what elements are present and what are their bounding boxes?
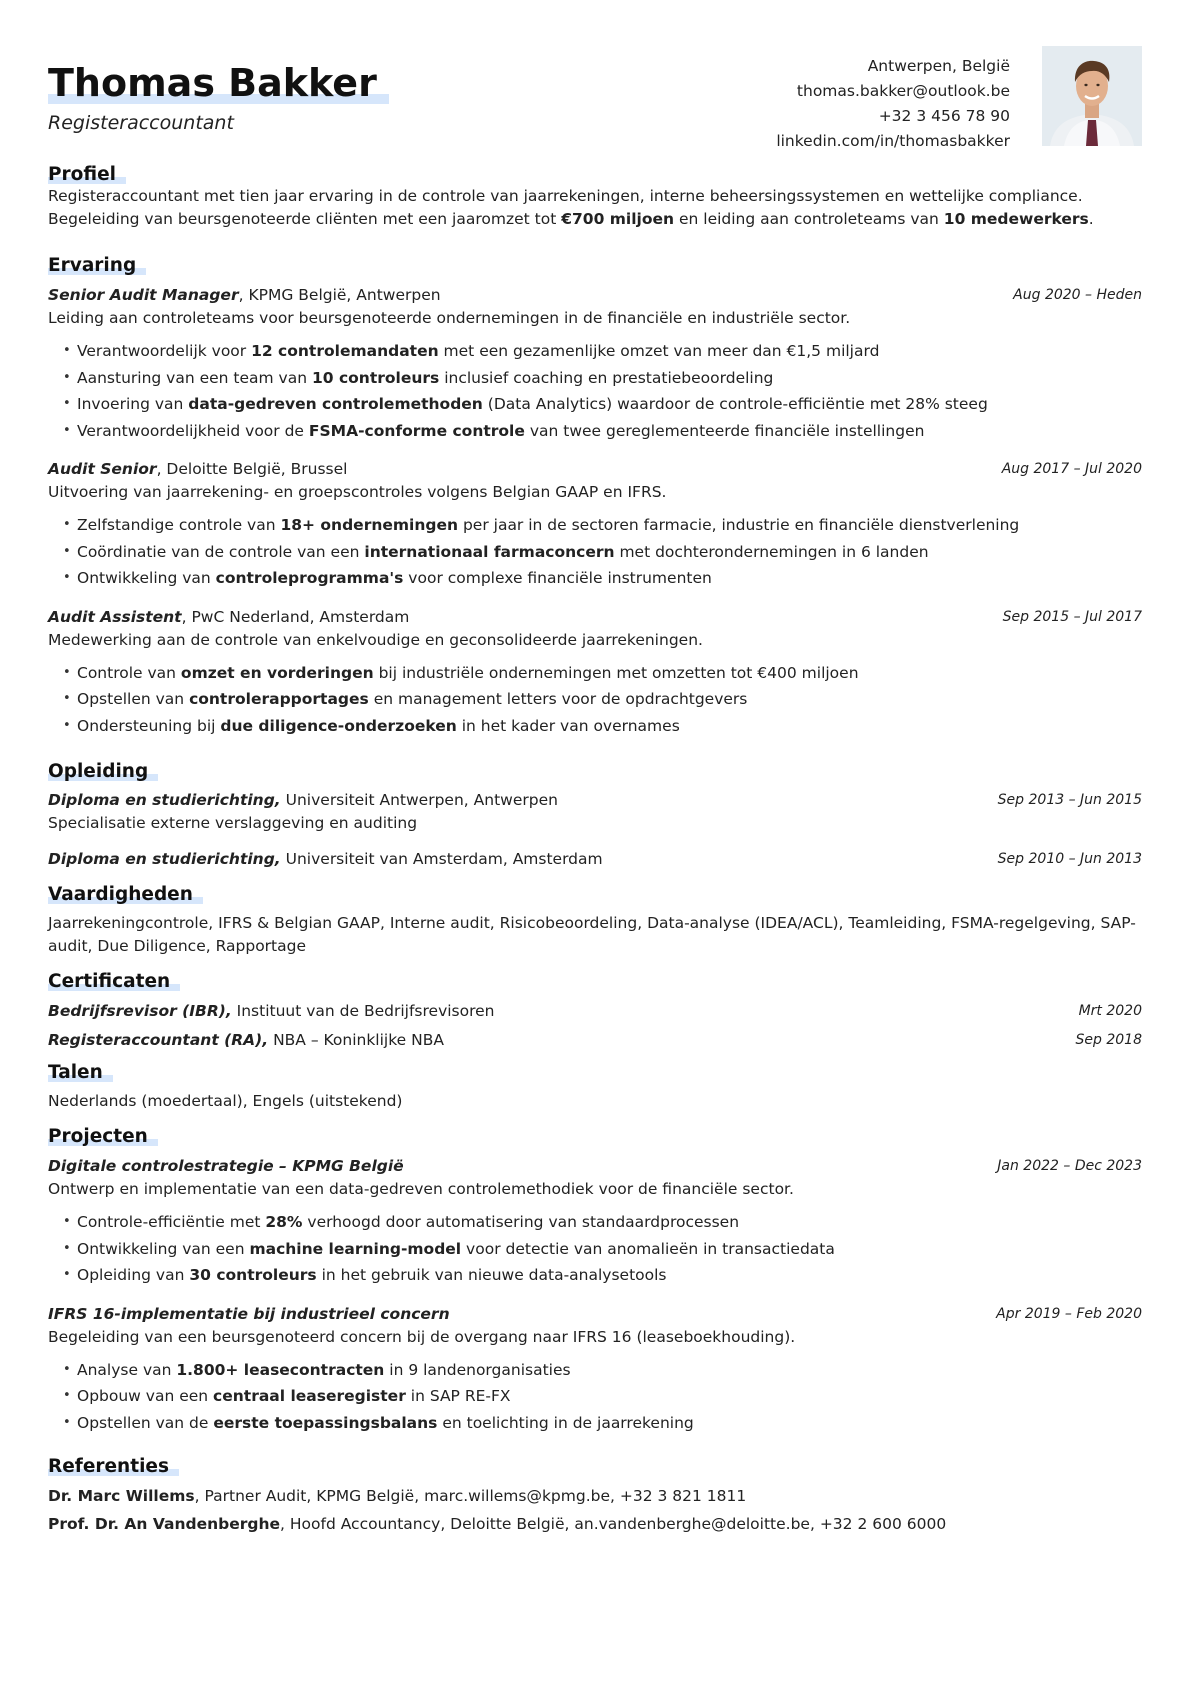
date-range: Sep 2010 – Jun 2013 xyxy=(997,851,1142,867)
bullet-item: • Ontwikkeling van controleprogramma's voor complexe financiële instrumenten xyxy=(77,565,1142,592)
bullet-item: • Opleiding van 30 controleurs in het gebruik van nieuwe data-analysetools xyxy=(77,1262,1142,1289)
bullet-item: • Ondersteuning bij due diligence-onderzoeken in het kader van overnames xyxy=(77,713,1142,740)
bold-emphasis: FSMA-conforme controle xyxy=(308,421,525,440)
certificate-entry xyxy=(48,1029,1142,1052)
school: Universiteit van Amsterdam, Amsterdam xyxy=(280,850,603,868)
contact-linkedin[interactable]: linkedin.com/in/thomasbakker xyxy=(776,132,1010,150)
bullet-item: • Coördinatie van de controle van een internationaal farmaconcern met dochterondernemingen in 6 landen xyxy=(77,539,1142,566)
certificate-entry xyxy=(48,1000,1142,1023)
bold-emphasis: 18+ ondernemingen xyxy=(280,516,459,534)
job-summary: Leiding aan controleteams voor beursgenoteerde ondernemingen in de financiële en industriële sector. xyxy=(48,309,851,327)
entry-header xyxy=(48,458,1142,481)
profile-photo xyxy=(1042,46,1142,146)
date-range: Aug 2020 – Heden xyxy=(1013,287,1142,303)
reference-name: Prof. Dr. An Vandenberghe xyxy=(48,1515,281,1533)
experience-entry xyxy=(48,284,1142,444)
entry-header xyxy=(48,1155,1142,1178)
entry-header xyxy=(48,848,1142,871)
references-list xyxy=(48,1485,1142,1536)
employer: , Deloitte België, Brussel xyxy=(156,460,348,478)
bullet-item: • Zelfstandige controle van 18+ ondernemingen per jaar in de sectoren farmacie, industrie en financiële dienstverlening xyxy=(77,512,1142,539)
education-note: Specialisatie externe verslaggeving en auditing xyxy=(48,814,418,832)
bold-emphasis: 10 medewerkers xyxy=(943,210,1089,228)
bullet-item: • Opstellen van de eerste toepassingsbalans en toelichting in de jaarrekening xyxy=(77,1410,1142,1437)
section-experience xyxy=(48,255,1142,739)
bold-emphasis: controleprogramma's xyxy=(215,569,404,587)
project-title: IFRS 16-implementatie bij industrieel concern xyxy=(48,1304,450,1323)
section-heading-experience: Ervaring xyxy=(48,255,137,276)
projects-list xyxy=(48,1155,1142,1436)
entry-header xyxy=(48,284,1142,307)
bold-emphasis: 10 controleurs xyxy=(311,368,440,387)
bullet-item: • Verantwoordelijk voor 12 controlemandaten met een gezamenlijke omzet van meer dan €1,5 miljard xyxy=(77,338,1142,365)
bullet-item: • Controle van omzet en vorderingen bij industriële ondernemingen met omzetten tot €400 miljoen xyxy=(77,660,1142,687)
job-summary: Medewerking aan de controle van enkelvoudige en geconsolideerde jaarrekeningen. xyxy=(48,630,703,649)
bold-emphasis: 1.800+ leasecontracten xyxy=(176,1360,385,1379)
project-title: Digitale controlestrategie – KPMG België xyxy=(48,1157,404,1175)
resume xyxy=(48,44,1142,1541)
date-range: Apr 2019 – Feb 2020 xyxy=(996,1305,1142,1322)
section-heading-references: Referenties xyxy=(48,1456,169,1477)
education-list xyxy=(48,789,1142,871)
experience-list xyxy=(48,284,1142,739)
reference-entry xyxy=(48,1485,1142,1508)
section-heading-languages: Talen xyxy=(48,1062,103,1083)
entry-header xyxy=(48,789,1142,812)
bullet-list xyxy=(48,1357,1142,1437)
job-summary: Uitvoering van jaarrekening- en groepscontroles volgens Belgian GAAP en IFRS. xyxy=(48,483,667,501)
bullet-item: • Aansturing van een team van 10 controleurs inclusief coaching en prestatiebeoordeling xyxy=(77,365,1142,392)
bullet-item: • Verantwoordelijkheid voor de FSMA-conforme controle van twee gereglementeerde financiële instellingen xyxy=(77,418,1142,445)
section-certificates xyxy=(48,971,1142,1052)
section-heading-profile: Profiel xyxy=(48,164,116,185)
project-summary: Begeleiding van een beursgenoteerd concern bij de overgang naar IFRS 16 (leaseboekhouding). xyxy=(48,1327,796,1346)
date-range: Sep 2015 – Jul 2017 xyxy=(1002,608,1142,625)
section-heading-projects: Projecten xyxy=(48,1126,148,1147)
certificate-name: Bedrijfsrevisor (IBR), xyxy=(48,1002,232,1020)
degree: Diploma en studierichting, xyxy=(48,850,281,868)
contact-email[interactable]: thomas.bakker@outlook.be xyxy=(796,82,1010,100)
degree: Diploma en studierichting, xyxy=(48,791,281,809)
job-title: Senior Audit Manager xyxy=(48,286,239,304)
bullet-list xyxy=(48,1209,1142,1289)
certificate-name: Registeraccountant (RA), xyxy=(48,1031,269,1049)
contact-phone: +32 3 456 78 90 xyxy=(878,107,1010,125)
bold-emphasis: omzet en vorderingen xyxy=(180,663,374,682)
certificate-issuer: Instituut van de Bedrijfsrevisoren xyxy=(231,1002,495,1020)
education-entry xyxy=(48,789,1142,835)
bold-emphasis: eerste toepassingsbalans xyxy=(213,1413,438,1432)
date-range: Aug 2017 – Jul 2020 xyxy=(1001,461,1142,477)
candidate-name: Thomas Bakker xyxy=(48,61,377,105)
resume-header xyxy=(48,44,1142,164)
bullet-item: • Ontwikkeling van een machine learning-model voor detectie van anomalieën in transactiedata xyxy=(77,1236,1142,1263)
section-skills xyxy=(48,884,1142,958)
bold-emphasis: 28% xyxy=(265,1213,303,1231)
bold-emphasis: 30 controleurs xyxy=(189,1266,317,1284)
bold-emphasis: due diligence-onderzoeken xyxy=(220,716,457,735)
education-entry xyxy=(48,848,1142,871)
bullet-list xyxy=(48,512,1142,592)
languages-text: Nederlands (moedertaal), Engels (uitstekend) xyxy=(48,1092,403,1110)
employer: , PwC Nederland, Amsterdam xyxy=(181,607,410,626)
bold-emphasis: 12 controlemandaten xyxy=(251,342,439,360)
project-summary: Ontwerp en implementatie van een data-gedreven controlemethodiek voor de financiële sector. xyxy=(48,1180,794,1198)
date-range: Jan 2022 – Dec 2023 xyxy=(997,1158,1142,1174)
section-heading-skills: Vaardigheden xyxy=(48,884,193,905)
job-title: Audit Senior xyxy=(48,460,157,478)
section-references xyxy=(48,1456,1142,1536)
reference-details: , Hoofd Accountancy, Deloitte België, an.vandenberghe@deloitte.be, +32 2 600 6000 xyxy=(280,1515,947,1533)
bullet-item: • Opbouw van een centraal leaseregister in SAP RE-FX xyxy=(77,1383,1142,1410)
date-range: Sep 2013 – Jun 2015 xyxy=(997,792,1142,808)
candidate-title: Registeraccountant xyxy=(48,112,234,134)
section-heading-certificates: Certificaten xyxy=(48,971,171,992)
reference-details: , Partner Audit, KPMG België, marc.willems@kpmg.be, +32 3 821 1811 xyxy=(194,1487,747,1505)
entry-header xyxy=(48,606,1142,629)
section-projects xyxy=(48,1126,1142,1436)
bold-emphasis: centraal leaseregister xyxy=(213,1387,406,1405)
job-title: Audit Assistent xyxy=(48,607,182,626)
bold-emphasis: €700 miljoen xyxy=(561,210,675,228)
reference-name: Dr. Marc Willems xyxy=(48,1487,195,1505)
bold-emphasis: controlerapportages xyxy=(189,690,369,708)
bullet-list xyxy=(48,338,1142,444)
certificate-issuer: NBA – Koninklijke NBA xyxy=(268,1031,444,1049)
bold-emphasis: machine learning-model xyxy=(249,1239,462,1258)
project-entry xyxy=(48,1303,1142,1437)
bold-emphasis: data-gedreven controlemethoden xyxy=(188,395,483,413)
reference-entry xyxy=(48,1513,1142,1536)
experience-entry xyxy=(48,458,1142,592)
section-languages xyxy=(48,1062,1142,1113)
bullet-item: • Opstellen van controlerapportages en management letters voor de opdrachtgevers xyxy=(77,686,1142,713)
bold-emphasis: internationaal farmaconcern xyxy=(364,542,615,561)
experience-entry xyxy=(48,606,1142,740)
certificates-list xyxy=(48,1000,1142,1052)
section-profile xyxy=(48,164,1142,231)
date: Mrt 2020 xyxy=(1078,1003,1142,1019)
entry-header xyxy=(48,1303,1142,1326)
bullet-item: • Controle-efficiëntie met 28% verhoogd door automatisering van standaardprocessen xyxy=(77,1209,1142,1236)
contact-location: Antwerpen, België xyxy=(867,57,1010,75)
section-heading-education: Opleiding xyxy=(48,761,149,782)
contact-block xyxy=(776,54,1010,154)
date: Sep 2018 xyxy=(1075,1032,1142,1048)
section-education xyxy=(48,761,1142,871)
skills-text: Jaarrekeningcontrole, IFRS & Belgian GAAP, Interne audit, Risicobeoordeling, Data-analyse (IDEA/ACL), Teamleiding, FSMA-regelgeving, SAP-audit, Due Diligence, Rapportage xyxy=(48,914,1136,955)
bullet-item: • Analyse van 1.800+ leasecontracten in 9 landenorganisaties xyxy=(77,1357,1142,1384)
bullet-item: • Invoering van data-gedreven controlemethoden (Data Analytics) waardoor de controle-efficiëntie met 28% steeg xyxy=(77,391,1142,418)
school: Universiteit Antwerpen, Antwerpen xyxy=(280,791,558,809)
project-entry xyxy=(48,1155,1142,1289)
employer: , KPMG België, Antwerpen xyxy=(238,286,441,304)
bullet-list xyxy=(48,660,1142,740)
profile-text: Registeraccountant met tien jaar ervaring in de controle van jaarrekeningen, interne beheersingssystemen en wettelijke compliance. Begeleiding van beursgenoteerde cliënten met een jaaromzet tot €700 miljoen en leiding aan controleteams van 10 medewerkers. xyxy=(48,187,1094,228)
